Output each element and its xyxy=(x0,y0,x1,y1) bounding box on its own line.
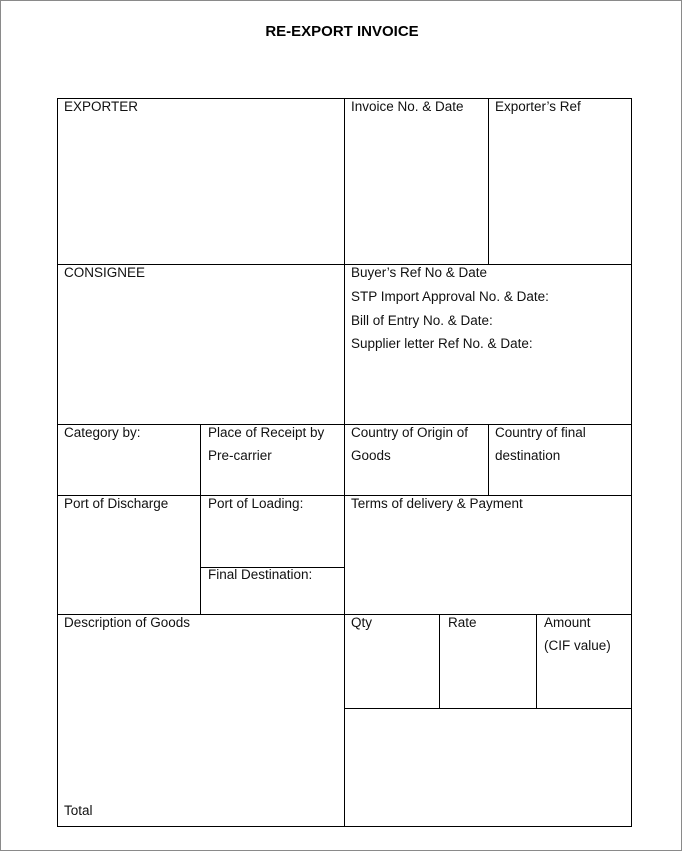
amount-row-divider xyxy=(344,708,632,709)
country-final-label-line2: destination xyxy=(495,448,561,463)
invoice-form-table xyxy=(57,98,632,827)
category-place-divider xyxy=(200,424,201,614)
country-origin-label-line1: Country of Origin of xyxy=(351,425,469,440)
description-of-goods-label: Description of Goods xyxy=(64,615,191,630)
document-title: RE-EXPORT INVOICE xyxy=(265,23,419,40)
main-column-divider xyxy=(344,98,345,827)
place-of-receipt-label-line1: Place of Receipt by xyxy=(208,425,325,440)
amount-label-line1: Amount xyxy=(544,615,591,630)
invoice-no-date-label: Invoice No. & Date xyxy=(351,99,464,114)
total-label: Total xyxy=(64,803,93,818)
bill-of-entry-label: Bill of Entry No. & Date: xyxy=(351,313,493,328)
qty-rate-divider xyxy=(439,614,440,708)
port-of-discharge-label: Port of Discharge xyxy=(64,496,169,511)
terms-delivery-payment-label: Terms of delivery & Payment xyxy=(351,496,523,511)
place-of-receipt-label-line2: Pre-carrier xyxy=(208,448,272,463)
buyers-ref-label: Buyer’s Ref No & Date xyxy=(351,265,488,280)
invoice-ref-divider xyxy=(488,98,489,264)
rate-label: Rate xyxy=(448,615,477,630)
exporter-label: EXPORTER xyxy=(64,99,139,114)
country-final-label-line1: Country of final xyxy=(495,425,586,440)
supplier-letter-ref-label: Supplier letter Ref No. & Date: xyxy=(351,336,533,351)
stp-import-approval-label: STP Import Approval No. & Date: xyxy=(351,289,549,304)
qty-label: Qty xyxy=(351,615,373,630)
table-border-left xyxy=(57,98,58,827)
amount-label-line2: (CIF value) xyxy=(544,638,611,653)
rate-amount-divider xyxy=(536,614,537,708)
exporters-ref-label: Exporter’s Ref xyxy=(495,99,581,114)
consignee-label: CONSIGNEE xyxy=(64,265,146,280)
port-of-loading-label: Port of Loading: xyxy=(208,496,304,511)
origin-destination-divider xyxy=(488,424,489,495)
table-border-right xyxy=(631,98,632,827)
country-origin-label-line2: Goods xyxy=(351,448,391,463)
final-destination-label: Final Destination: xyxy=(208,567,313,582)
category-by-label: Category by: xyxy=(64,425,141,440)
